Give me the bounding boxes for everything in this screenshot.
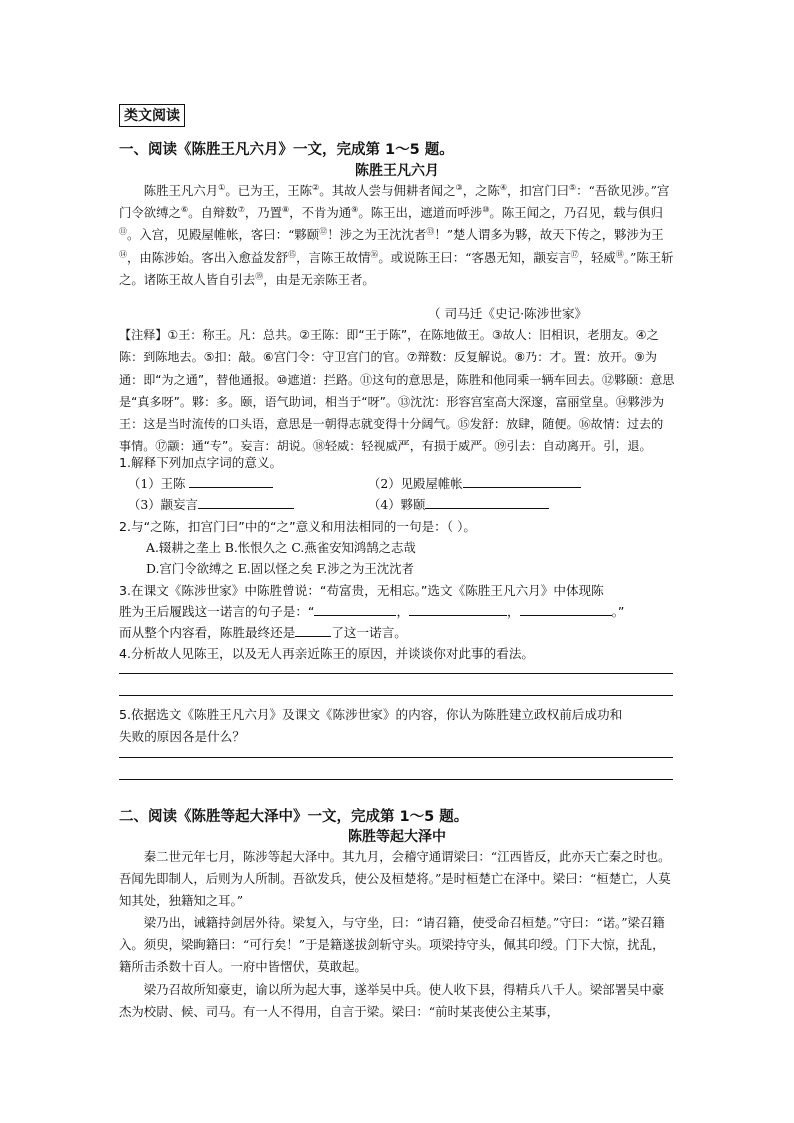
- part2-title: 陈胜等起大泽中: [348, 829, 446, 845]
- q3-answer-4[interactable]: [295, 624, 331, 637]
- q1-answer-1[interactable]: [189, 475, 273, 488]
- q5-line2: 失败的原因各是什么？: [119, 729, 245, 744]
- q4-answer-line-1[interactable]: [119, 673, 673, 674]
- part1-notes: 【注释】①王：称王。凡：总共。②王陈：即“王于陈”，在陈地做王。③故人：旧相识，老朋友。④之陈：到陈地去。⑤扣：敲。⑥宫门令：守卫宫门的官。⑦辩数：反复解说。⑧乃：才。置：放开。⑨为通：即“为之通”，替他通报。⑩遮道：拦路。⑪这句的意思是，陈胜和他同乘一辆车回去。⑫夥颐：意思是“真多呀”。夥：多。颐，语气助词，相当于“呀”。⑬沈沈：形容宫室高大深邃，富丽堂皇。⑭夥涉为王：这是当时流传的口头语，意思是一朝得志就变得十分阔气。⑮发舒：放肆，随便。⑯故情：过去的事情。⑰颛：通“专”。妄言：胡说。⑱轻威：轻视威严，有损于威严。⑲引去：自动离开。引，退。: [119, 328, 675, 454]
- q1-answer-3[interactable]: [198, 496, 294, 509]
- q1-item-2: [368, 474, 581, 492]
- q1-item-1: [128, 474, 273, 492]
- q3-comma-2: ，: [507, 604, 520, 619]
- q1-stem: 1.解释下列加点字词的意义。: [119, 455, 283, 470]
- part1-source: （ 司马迁《史记·陈涉世家》: [428, 306, 588, 321]
- q3-answer-3[interactable]: [520, 603, 612, 616]
- q1-item-4: [368, 495, 549, 513]
- q1-item-1-label: （1）王陈: [128, 476, 186, 491]
- q3-line3-text: 而从整个内容看，陈胜最终还是: [119, 625, 296, 640]
- q5-line1: 5.依据选文《陈胜王凡六月》及课文《陈涉世家》的内容，你认为陈胜建立政权前后成功和: [119, 707, 623, 722]
- q3-answer-2[interactable]: [409, 603, 507, 616]
- q3-end: 。”: [611, 604, 625, 619]
- q2-options-row1: A.辍耕之垄上 B.怅恨久之 C.燕雀安知鸿鹄之志哉: [146, 540, 416, 555]
- q5-answer-line-2[interactable]: [119, 779, 673, 780]
- q1-answer-2[interactable]: [463, 475, 581, 488]
- q1-item-4-label: （4）夥颐: [368, 497, 426, 512]
- part1-heading: 一、阅读《陈胜王凡六月》一文，完成第 1～5 题。: [119, 142, 454, 158]
- q1-item-3-label: （3）颛妄言: [128, 497, 198, 512]
- part2-heading: 二、阅读《陈胜等起大泽中》一文，完成第 1～5 题。: [119, 809, 469, 825]
- q4-stem: 4.分析故人见陈王，以及无人再亲近陈王的原因，并谈谈你对此事的看法。: [119, 646, 535, 661]
- q3-comma-1: ，: [396, 604, 410, 619]
- q3-line3-end: 了这一诺言。: [331, 625, 407, 640]
- q3-line2-text: 胜为王后履践这一诺言的句子是：“: [119, 604, 315, 619]
- q1-item-3: [128, 495, 294, 513]
- section-tag: 类文阅读: [119, 104, 185, 127]
- q3-line1: 3.在课文《陈涉世家》中陈胜曾说：“苟富贵，无相忘。”选文《陈胜王凡六月》中体现陈: [119, 583, 604, 598]
- q4-answer-line-2[interactable]: [119, 695, 673, 696]
- q1-item-2-label: （2）见殿屋帷帐: [368, 476, 463, 491]
- q5-answer-line-1[interactable]: [119, 757, 673, 758]
- q1-answer-4[interactable]: [425, 496, 549, 509]
- part1-title: 陈胜王凡六月: [355, 163, 439, 179]
- q2-stem: 2.与“之陈，扣宫门曰”中的“之”意义和用法相同的一句是：（ ）。: [119, 519, 476, 534]
- q3-line2: [119, 601, 624, 620]
- q2-options-row2: D.宫门令欲缚之 E.固以怪之矣 F.涉之为王沈沈者: [146, 561, 414, 576]
- part2-passage: 秦二世元年七月，陈涉等起大泽中。其九月，会稽守通谓梁曰：“江西皆反，此亦天亡秦之时也。吾闻先即制人，后则为人所制。吾欲发兵，使公及桓楚将。”是时桓楚亡在泽中。梁曰：“桓楚亡，人莫知其处，独籍知之耳。” 梁乃出，诫籍持剑居外待。梁复入，与守坐，曰：“请召籍，使受命召桓楚。”守曰：“诺。”梁召籍入。须臾，梁眴籍曰：“可行矣！”于是籍遂拔剑斩守头。项梁持守头，佩其印绶。门下大惊，扰乱，籍所击杀数十百人。一府中皆慴伏，莫敢起。 梁乃召故所知豪吏，谕以所为起大事，遂举吴中兵。使人收下县，得精兵八千人。梁部署吴中豪杰为校尉、候、司马。有一人不得用，自言于梁。梁曰：“前时某丧使公主某事，: [119, 849, 671, 1019]
- part1-passage: 陈胜王凡六月①。已为王，王陈②。其故人尝与佣耕者闻之③，之陈④，扣宫门曰⑤：“吾欲见涉。”宫门令欲缚之⑥。自辩数⑦，乃置⑧，不肯为通⑨。陈王出，遮道而呼涉⑩。陈王闻之，乃召见，载与俱归⑪。入宫，见殿屋帷帐，客曰：“夥颐⑫！涉之为王沈沈者⑬！”楚人谓多为夥，故天下传之，夥涉为王⑭，由陈涉始。客出入愈益发舒⑮，言陈王故情⑯。或说陈王曰：“客愚无知，颛妄言⑰，轻威⑱。”陈王斩之。诸陈王故人皆自引去⑲，由是无亲陈王者。: [119, 182, 674, 287]
- q3-answer-1[interactable]: [314, 603, 396, 616]
- q3-line3: [119, 622, 407, 641]
